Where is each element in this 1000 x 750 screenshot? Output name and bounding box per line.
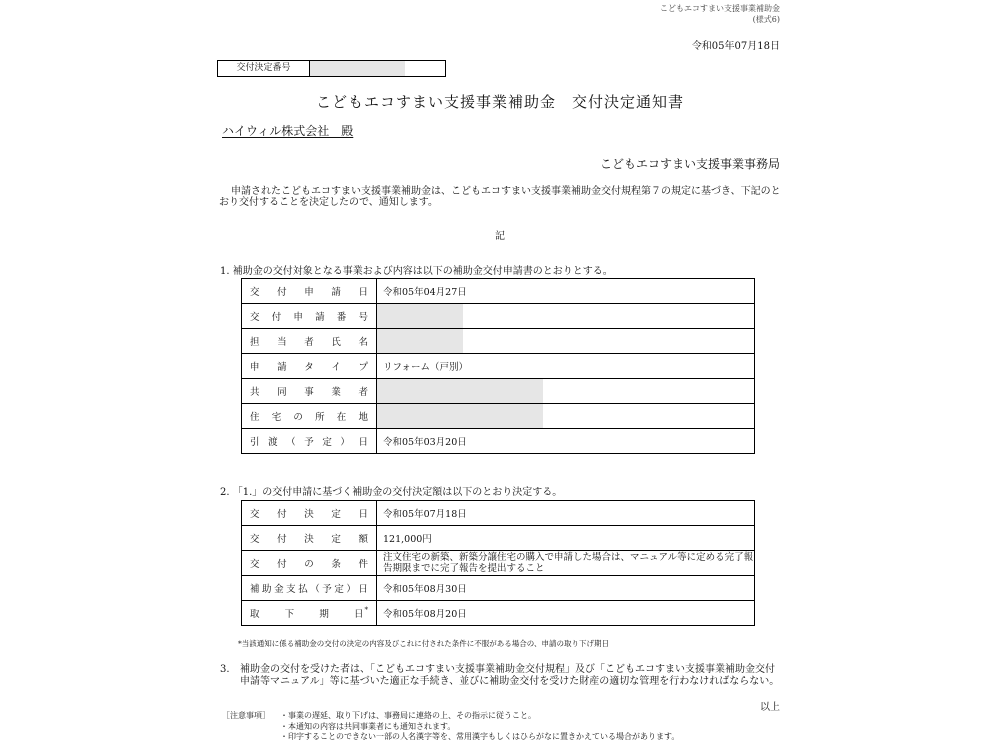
decision-row-label: 交 付 決 定 日	[242, 501, 377, 526]
intro-paragraph: 申請されたこどもエコすまい支援事業補助金は、こどもエコすまい支援事業補助金交付規程第７の規定に基づき、下記のとおり交付することを決定したので、通知します。	[219, 186, 781, 208]
application-row	[242, 404, 755, 429]
application-row-label: 引 渡 （ 予 定 ） 日	[242, 429, 377, 454]
section-1-heading: 1. 補助金の交付対象となる事業および内容は以下の補助金交付申請書のとおりとする。	[220, 266, 613, 277]
redacted-value	[377, 329, 463, 353]
decision-row-value: 121,000円	[377, 526, 755, 551]
form-number: (様式6)	[752, 15, 780, 24]
application-row-label: 交 付 申 請 日	[242, 279, 377, 304]
decision-row	[242, 601, 755, 626]
recipient-name: ハイウィル株式会社 殿	[222, 124, 354, 138]
withdrawal-footnote: *当該通知に係る補助金の交付の決定の内容及びこれに付された条件に不服がある場合の、申請の取り下げ期日	[238, 639, 609, 648]
issue-date: 令和05年07月18日	[691, 41, 780, 52]
notes-list	[280, 711, 679, 743]
decision-row	[242, 501, 755, 526]
decision-row-label: 補 助 金 支 払 （ 予 定 ） 日	[242, 576, 377, 601]
note-item: ・ 印字することのできない一部の人名漢字等を、常用漢字もしくはひらがなに置きかえている場合があります。	[280, 732, 679, 743]
application-row	[242, 304, 755, 329]
decision-row	[242, 526, 755, 551]
note-item: ・ 事業の遅延、取り下げは、事務局に連絡の上、その指示に従うこと。	[280, 711, 679, 722]
decision-row-value: 令和05年08月20日	[377, 601, 755, 626]
decision-row	[242, 551, 755, 576]
application-row-label: 担 当 者 氏 名	[242, 329, 377, 354]
application-row-label: 共 同 事 業 者	[242, 379, 377, 404]
document-title: こどもエコすまい支援事業補助金 交付決定通知書	[315, 93, 684, 111]
notes-heading: ［注意事項］	[222, 711, 270, 720]
decision-row-value: 令和05年08月30日	[377, 576, 755, 601]
application-row-label: 住 宅 の 所 在 地	[242, 404, 377, 429]
section-3-text: 補助金の交付を受けた者は、「こどもエコすまい支援事業補助金交付規程」及び「こどもエコすまい支援事業補助金交付申請等マニュアル」等に基づいた適正な手続き、並びに補助金交付を受けた財産の適切な管理を行わなければならない。	[240, 664, 780, 687]
notes-block	[222, 711, 679, 743]
form-title	[660, 3, 780, 25]
decision-row-value: 令和05年07月18日	[377, 501, 755, 526]
closing-mark: 以上	[760, 702, 780, 713]
application-row	[242, 354, 755, 379]
decision-row	[242, 576, 755, 601]
section-3	[220, 664, 780, 688]
decision-number-label: 交付決定番号	[218, 61, 310, 76]
redacted-value	[377, 304, 463, 328]
decision-row-label: 交 付 決 定 額	[242, 526, 377, 551]
decision-table	[241, 500, 755, 626]
application-row-label: 交 付 申 請 番 号	[242, 304, 377, 329]
section-3-number: 3.	[220, 664, 230, 675]
application-row-value	[377, 404, 755, 429]
footnote-mark: *	[364, 606, 368, 614]
application-row-value: 令和05年04月27日	[377, 279, 755, 304]
redacted-value	[377, 379, 543, 403]
application-row-value	[377, 379, 755, 404]
decision-row-label: 交 付 の 条 件	[242, 551, 377, 576]
decision-row-label: 取 下 期 日*	[242, 601, 377, 626]
application-row-value	[377, 329, 755, 354]
section-2-heading: 2. 「1.」の交付申請に基づく補助金の交付決定額は以下のとおり決定する。	[220, 487, 563, 498]
application-row-value: リフォーム（戸別）	[377, 354, 755, 379]
application-row	[242, 429, 755, 454]
application-row	[242, 329, 755, 354]
decision-number-box	[217, 60, 446, 77]
ki-marker: 記	[495, 231, 505, 242]
decision-row-value: 注文住宅の新築、新築分譲住宅の購入で申請した場合は、マニュアル等に定める完了報告期限までに完了報告を提出すること	[377, 551, 755, 576]
application-table	[241, 278, 755, 454]
application-row-value: 令和05年03月20日	[377, 429, 755, 454]
redacted-value	[377, 404, 543, 428]
issuing-office: こどもエコすまい支援事業事務局	[599, 157, 780, 171]
application-row	[242, 379, 755, 404]
application-row	[242, 279, 755, 304]
form-title-name: こどもエコすまい支援事業補助金	[660, 4, 780, 13]
note-item: ・ 本通知の内容は共同事業者にも通知されます。	[280, 722, 679, 733]
decision-number-redacted	[310, 61, 405, 76]
application-row-label: 申 請 タ イ プ	[242, 354, 377, 379]
application-row-value	[377, 304, 755, 329]
